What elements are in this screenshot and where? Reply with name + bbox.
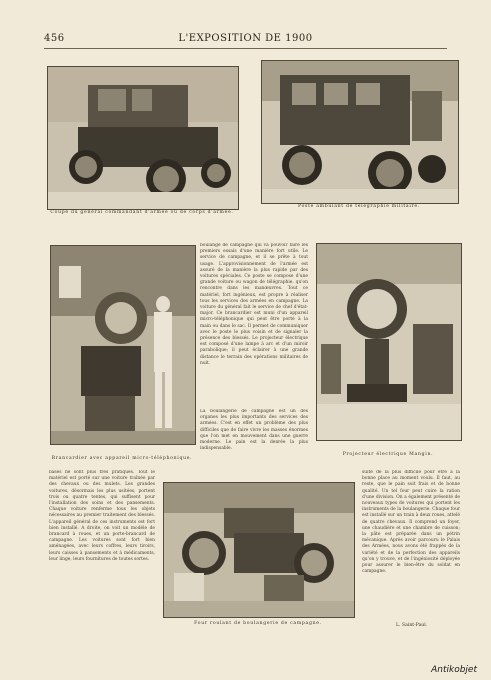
page-title: L'EXPOSITION DE 1900: [178, 33, 313, 44]
text-middle-lower: La boulangerie de campagne est un des organes les plus importants des services des armées. C'est en effet un problème des plus difficiles que de faire vivre les masses énormes que l'on met en mouvement dans une guerre moderne. Le pain est la denrée la plus indispensable.: [200, 409, 308, 452]
text-column-middle: [200, 243, 308, 403]
watermark: Antikobjet: [431, 665, 477, 675]
caption-photo5: Four roulant de boulangerie de campagne.: [194, 621, 322, 626]
photo-mangin-projector: [316, 243, 462, 441]
caption-photo3: Brancardier avec appareil micro-téléphonique.: [51, 456, 193, 461]
photo-telegraph-post: [261, 60, 459, 204]
text-column-middle-lower: [200, 409, 308, 475]
caption-photo2: Poste ambulant de télégraphie militaire.: [297, 204, 420, 209]
caption-photo4: Projecteur électrique Mangin.: [342, 452, 434, 457]
text-middle-upper: boulange de campagne qui va pouvoir faire les premiers essais d'une manière fort utile. Le service de campagne, et il se prête à tout usage. L'approvisionnement de l'armée est assuré de la manière la plus rapide par des voitures spéciales. Ce poste se compose d'une grande voiture ou wagon de télégraphie, qu'on rencontre dans les manœuvres. Tout ce matériel, fort ingénieux, est propre à réaliser tous les services des armées en campagne. La voiture du général fait le service de chef d'état-major. Ce brancardier est muni d'un appareil micro-téléphonique qui peut être porté à la main ou dans le sac. Il permet de communiquer avec le poste le plus voisin et de signaler la présence des blessés. Le projecteur électrique est composé d'une lampe à arc et d'un miroir parabolique; il peut éclairer à une grande distance le terrain des opérations militaires de nuit.: [200, 243, 308, 366]
photo-stretcher-bearer: [50, 245, 196, 445]
text-column-left: [49, 470, 155, 620]
text-right: suite de la plus difficile pour être à la bonne place au moment voulu. Il faut, au reste, que le pain soit frais et de bonne qualité. Un tel four peut cuire la ration d'une division. On a également présenté de nouveaux types de voitures qui portent les instruments de la boulangerie. Chaque four est installé sur un train à deux roues, attelé de quatre chevaux. Il comprend un foyer, une chaudière et une chambre de cuisson; la pâte est préparée dans un pétrin mécanique. Après avoir parcouru le Palais des Armées, nous avons été frappés de la variété et de la perfection des appareils qu'on y trouve, et de l'ingéniosité déployée pour assurer le bien-être du soldat en campagne.: [362, 470, 460, 575]
page-number: 456: [44, 33, 65, 44]
photo-field-bakery-oven: [163, 482, 355, 618]
caption-photo1: Coupé du général commandant d'armée ou de corps d'armée.: [50, 210, 234, 215]
header-rule: [44, 48, 447, 49]
page-header: [44, 33, 447, 47]
text-column-right: [362, 470, 460, 620]
text-left: bases ne sont plus très pratiques. Tout le matériel est porté sur une voiture traînée par des chevaux ou des mulets. Les grandes voitures, désormais les plus usitées, portent trois ou quatre tentes, qui suffisent pour l'installation des soins et des pansements. Chaque voiture renferme tous les objets nécessaires au premier traitement des blessés. L'appareil général de ces instruments est fort bien installé. A droite, on voit un modèle de brancard à roues, et un porte-brancard de campagne. Les voitures sont fort bien aménagées, avec leurs coffres, leurs tiroirs, leurs caisses à pansements et à médicaments, leur linge, leurs fournitures de toutes sortes.: [49, 470, 155, 562]
author-signature: L. Saint-Paul.: [396, 623, 428, 628]
photo-general-coupe: [47, 66, 239, 210]
